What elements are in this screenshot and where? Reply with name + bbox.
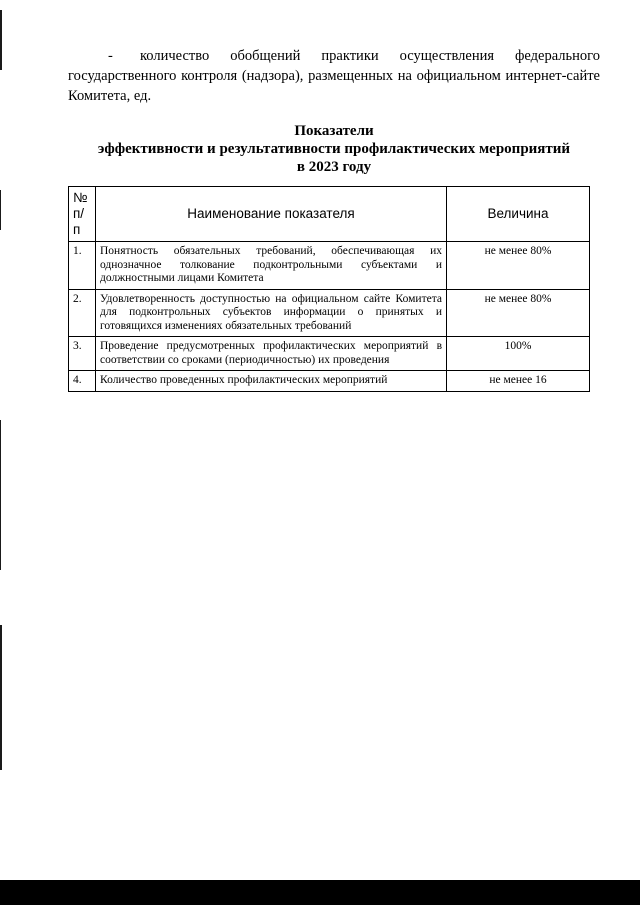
- header-indicator-name: Наименование показателя: [96, 187, 447, 242]
- scan-bottom-band: [0, 880, 640, 905]
- indicators-table: [68, 186, 590, 392]
- row-indicator-name: Проведение предусмотренных профилактических мероприятий в соответствии со сроками (периодичностью) их проведения: [96, 337, 447, 371]
- section-heading: [68, 122, 600, 176]
- scan-edge-mark: [0, 625, 2, 770]
- row-value: не менее 80%: [447, 242, 590, 290]
- heading-line-2: эффективности и результативности профилактических мероприятий: [97, 141, 571, 157]
- intro-text: количество обобщений практики осуществления федерального государственного контроля (надзора), размещенных на официальном интернет-сайте Комитета, ед.: [68, 48, 600, 104]
- heading-line-3: в 2023 году: [296, 159, 372, 175]
- scan-edge-mark: [0, 10, 2, 70]
- row-number: 3.: [69, 337, 96, 371]
- heading-line-1: Показатели: [294, 123, 374, 139]
- table-row: [69, 289, 590, 337]
- header-value: Величина: [447, 187, 590, 242]
- table-row: [69, 371, 590, 392]
- row-indicator-name: Понятность обязательных требований, обеспечивающая их однозначное толкование подконтрольными субъектами и должностными лицами Комитета: [96, 242, 447, 290]
- scan-edge-mark: [0, 420, 1, 570]
- list-dash: -: [108, 48, 113, 64]
- header-number: № п/п: [69, 187, 96, 242]
- scan-edge-mark: [0, 190, 1, 230]
- row-value: 100%: [447, 337, 590, 371]
- row-value: не менее 16: [447, 371, 590, 392]
- row-number: 2.: [69, 289, 96, 337]
- table-row: [69, 337, 590, 371]
- row-indicator-name: Удовлетворенность доступностью на официальном сайте Комитета для подконтрольных субъектов информации о принятых и готовящихся изменениях обязательных требований: [96, 289, 447, 337]
- intro-paragraph: [68, 46, 600, 106]
- table-row: [69, 242, 590, 290]
- row-value: не менее 80%: [447, 289, 590, 337]
- row-indicator-name: Количество проведенных профилактических мероприятий: [96, 371, 447, 392]
- table-header-row: [69, 187, 590, 242]
- row-number: 1.: [69, 242, 96, 290]
- row-number: 4.: [69, 371, 96, 392]
